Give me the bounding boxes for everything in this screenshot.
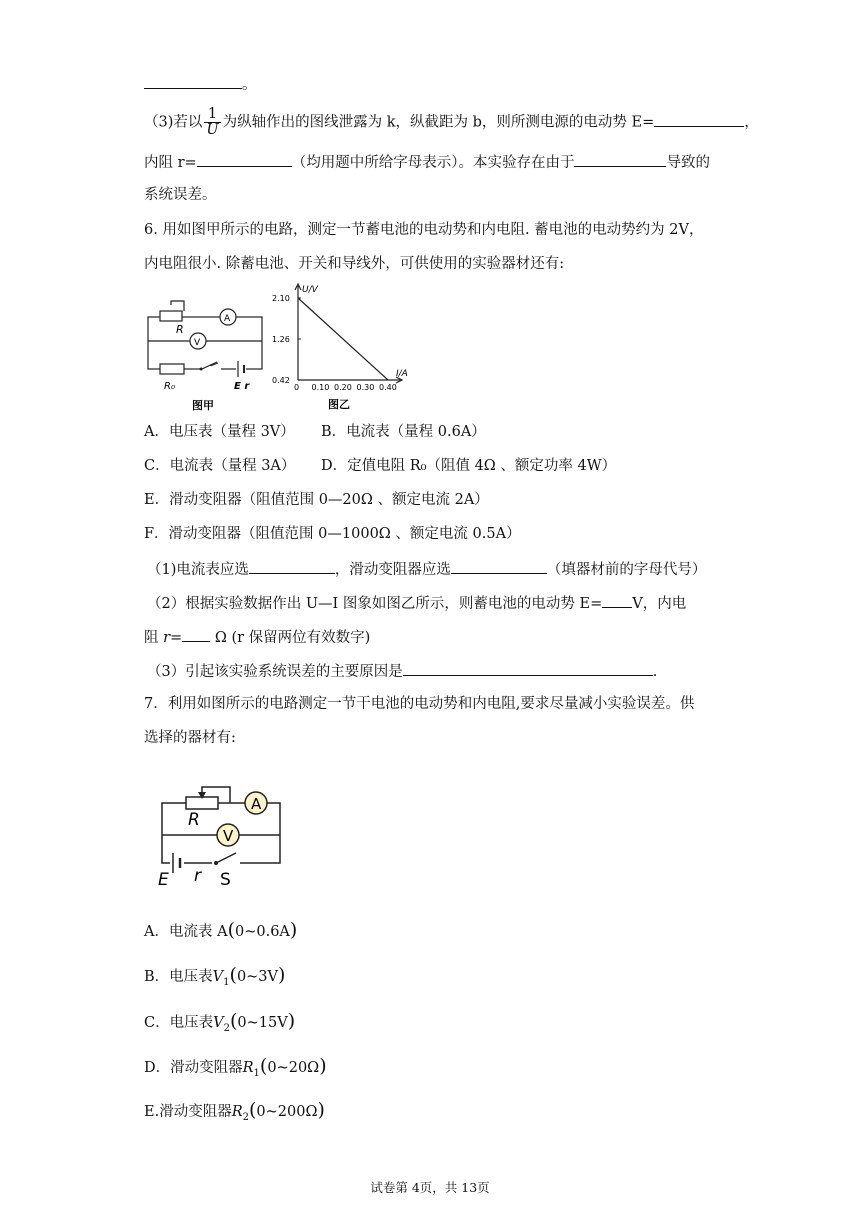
- label-r: R: [188, 810, 200, 830]
- q6-option-d: D．定值电阻 R₀（阻值 4Ω 、额定功率 4W）: [321, 458, 617, 474]
- paren-left: (: [229, 964, 237, 986]
- fraction-denominator: U: [206, 122, 219, 138]
- y-tick-label: 0.42: [272, 376, 290, 385]
- x-tick-label: 0.40: [379, 383, 397, 392]
- answer-blank: [197, 151, 292, 167]
- answer-blank: [144, 73, 242, 89]
- rheostat-resistor: [160, 311, 182, 321]
- q6-option-e: E．滑动变阻器（阻值范围 0—20Ω 、额定电流 2A）: [144, 492, 489, 508]
- q5-part3-end: 导致的: [666, 155, 710, 171]
- q7-e-symbol: R: [231, 1104, 243, 1120]
- q6-sub1-c: （填器材前的字母代号）: [546, 562, 707, 578]
- q5-part3-text: 为纵轴作出的图线泄露为 k，纵截距为 b，则所测电源的电动势 E=: [222, 114, 655, 131]
- fraction-numerator: 1: [204, 107, 220, 123]
- q7-option-d: [144, 1055, 327, 1084]
- figure-jia-circuit: [144, 297, 266, 413]
- q7-e-subscript: 2: [242, 1111, 249, 1123]
- q7-d-symbol: R: [242, 1060, 254, 1076]
- caption-jia: 图甲: [192, 399, 214, 412]
- resistor-r0: [160, 364, 184, 374]
- q6-option-f: F．滑动变阻器（阻值范围 0—1000Ω 、额定电流 0.5A）: [144, 526, 521, 542]
- q6-option-c: C．电流表（量程 3A）: [144, 458, 296, 474]
- q7-a-text: A．电流表 A: [144, 924, 228, 940]
- q6-sub3: [147, 660, 657, 682]
- q7-b-text: B．电压表: [144, 969, 213, 985]
- q7-e-text: E.滑动变阻器: [144, 1104, 232, 1120]
- q7-d-range: 0~20Ω: [267, 1060, 320, 1076]
- q6-line1: 6. 用如图甲所示的电路，测定一节蓄电池的电动势和内电阻. 蓄电池的电动势约为 2V，: [144, 222, 704, 238]
- q6-sub2-c: 阻: [144, 630, 164, 646]
- q7-d-subscript: 1: [253, 1067, 260, 1079]
- q7-c-symbol: V: [213, 1015, 224, 1031]
- u-i-line: [298, 298, 388, 380]
- q7-e-range: 0~200Ω: [256, 1104, 318, 1120]
- y-tick-label: 2.10: [272, 294, 290, 303]
- paren-right: ): [287, 1010, 296, 1032]
- x-tick-label: 0.30: [356, 383, 375, 392]
- answer-blank: [654, 111, 744, 127]
- q5-part3-line1: [144, 107, 759, 138]
- answer-blank: [182, 626, 210, 642]
- paren-left: (: [229, 1010, 238, 1032]
- q7-b-subscript: 1: [223, 976, 230, 988]
- q7-b-symbol: V: [212, 969, 224, 985]
- q7-option-e: [144, 1099, 325, 1128]
- q5-part3-r: 内阻 r=: [144, 155, 197, 171]
- q5-part3-mid: （均用题中所给字母表示）。本实验存在由于: [291, 155, 575, 171]
- q7-line1: 7．利用如图所示的电路测定一节干电池的电动势和内电阻,要求尽量减小实验误差。供: [144, 696, 695, 712]
- q5-part3-line2: [144, 151, 710, 173]
- q6-sub2-eq: =: [170, 630, 183, 646]
- paren-left: (: [249, 1099, 257, 1121]
- q5-part3-prefix: （3)若以: [144, 114, 203, 131]
- q6-sub1: [147, 558, 706, 580]
- q5-part3-comma: ，: [744, 114, 759, 131]
- label-v: V: [223, 827, 234, 845]
- answer-blank: [249, 558, 335, 574]
- y-tick-label: 1.26: [272, 335, 290, 344]
- label-s: S: [220, 870, 231, 889]
- fraction-1-over-U: [204, 107, 220, 138]
- label-v: V: [194, 338, 201, 348]
- q6-sub2-r: r: [163, 630, 171, 646]
- q6-sub2-a: （2）根据实验数据作出 U—I 图象如图乙所示，则蓄电池的电动势 E=: [147, 596, 603, 612]
- q7-c-range: 0~15V: [237, 1015, 288, 1031]
- label-r: R: [176, 323, 184, 336]
- q6-sub2-line2: [144, 626, 370, 648]
- x-tick-label: 0: [294, 383, 300, 392]
- q5-part3-line3: 系统误差。: [144, 187, 217, 203]
- q5-tail-text: 。: [242, 77, 257, 93]
- label-r0: R₀: [164, 381, 175, 392]
- label-a: A: [224, 314, 231, 324]
- answer-blank: [403, 660, 653, 676]
- label-a: A: [251, 795, 262, 813]
- label-e: E: [158, 870, 169, 889]
- paren-right: ): [317, 1099, 325, 1121]
- label-small-r: r: [194, 866, 201, 886]
- paren-left: (: [227, 919, 235, 941]
- page-footer: 试卷第 4页，共 13页: [370, 1180, 490, 1195]
- q7-c-subscript: 2: [223, 1022, 230, 1034]
- answer-blank: [602, 592, 632, 608]
- q6-line2: 内电阻很小. 除蓄电池、开关和导线外，可供使用的实验器材还有:: [144, 256, 565, 272]
- answer-blank: [451, 558, 547, 574]
- q6-sub3-a: （3）引起该实验系统误差的主要原因是: [147, 664, 403, 680]
- q6-sub1-a: （1)电流表应选: [147, 562, 249, 578]
- q6-sub2-line1: [147, 592, 686, 614]
- label-er: E r: [234, 381, 250, 392]
- caption-yi: 图乙: [328, 398, 350, 411]
- figure-q7-circuit: [156, 783, 288, 889]
- q6-option-a: A．电压表（量程 3V）: [144, 424, 295, 440]
- x-tick-label: 0.10: [311, 383, 330, 392]
- q7-option-b: [144, 964, 286, 993]
- answer-blank: [574, 151, 666, 167]
- q7-d-text: D．滑动变阻器: [144, 1060, 243, 1076]
- q6-sub2-e: Ω (r 保留两位有效数字): [214, 630, 371, 646]
- q7-option-c: [144, 1010, 296, 1039]
- rheostat-slider: [171, 301, 184, 311]
- paren-right: ): [278, 964, 286, 986]
- x-tick-label: 0.20: [334, 383, 352, 392]
- paren-right: ): [289, 919, 298, 941]
- q7-line2: 选择的器材有:: [144, 730, 236, 746]
- paren-right: ): [319, 1055, 327, 1077]
- q6-sub3-b: .: [652, 664, 658, 680]
- q6-sub1-b: ，滑动变阻器应选: [334, 562, 451, 578]
- y-axis-label: U/V: [302, 285, 318, 295]
- q7-a-range: 0~0.6A: [234, 924, 290, 940]
- figure-yi-graph: [270, 280, 418, 413]
- q6-option-b: B．电流表（量程 0.6A）: [321, 424, 486, 440]
- x-axis-label: I/A: [396, 369, 408, 379]
- q7-c-text: C．电压表: [144, 1015, 214, 1031]
- q6-sub2-b: V，内电: [632, 596, 687, 612]
- q5-tail-line: [144, 73, 257, 95]
- paren-left: (: [259, 1055, 268, 1077]
- q7-option-a: [144, 919, 298, 942]
- q7-b-range: 0~3V: [236, 969, 279, 985]
